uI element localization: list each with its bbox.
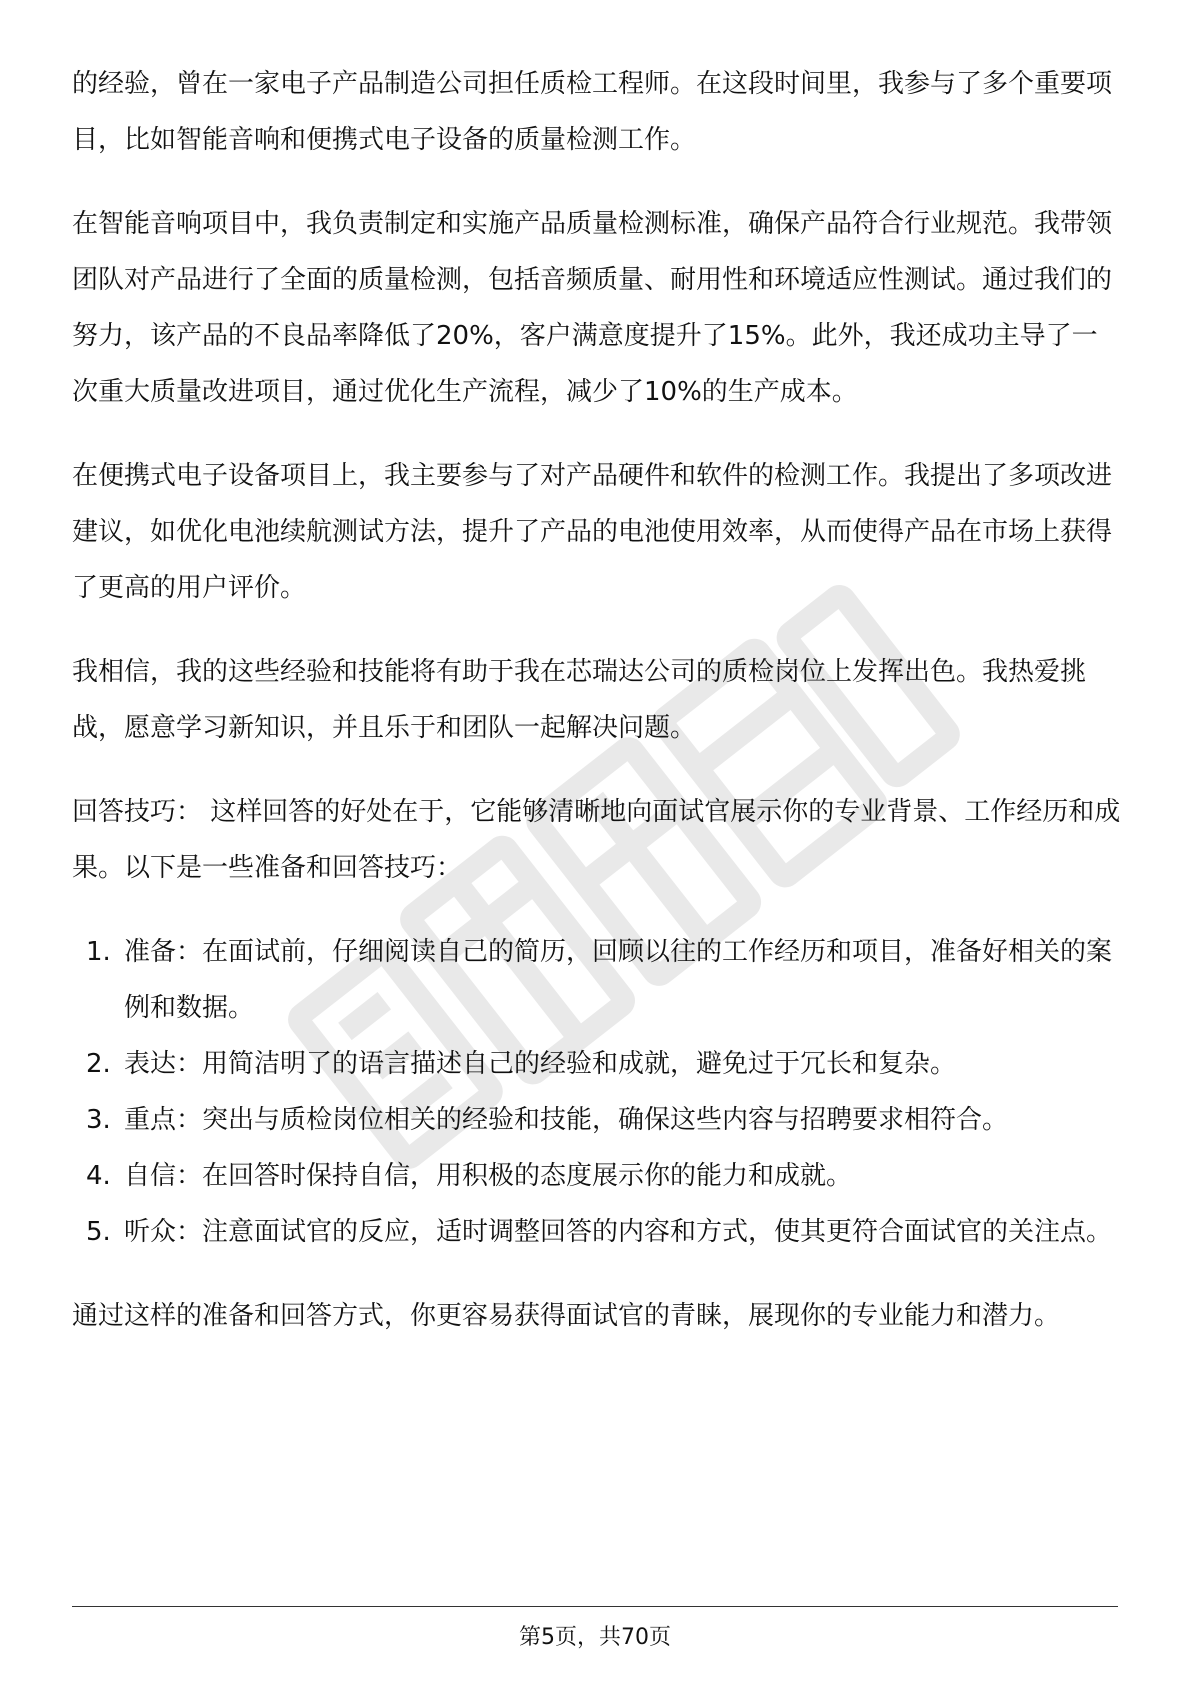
paragraph-confidence-statement: 我相信，我的这些经验和技能将有助于我在芯瑞达公司的质检岗位上发挥出色。我热爱挑战，愿意学习新知识，并且乐于和团队一起解决问题。: [72, 657, 1087, 743]
paragraph-smart-speaker-project: 在智能音响项目中，我负责制定和实施产品质量检测标准，确保产品符合行业规范。我带领团队对产品进行了全面的质量检测，包括音频质量、耐用性和环境适应性测试。通过我们的努力，该产品的不良品率降低了20%，客户满意度提升了15%。此外，我还成功主导了一次重大质量改进项目，通过优化生产流程，减少了10%的生产成本。: [72, 209, 1113, 407]
list-item-number: 1.: [86, 937, 111, 967]
list-item-text: 听众：注意面试官的反应，适时调整回答的内容和方式，使其更符合面试官的关注点。: [124, 1217, 1113, 1247]
list-item-number: 2.: [86, 1049, 111, 1079]
page-number-label: 第5页，共70页: [519, 1625, 671, 1650]
paragraph-experience-intro: 的经验，曾在一家电子产品制造公司担任质检工程师。在这段时间里，我参与了多个重要项目，比如智能音响和便携式电子设备的质量检测工作。: [72, 69, 1113, 155]
list-item: [72, 1036, 1122, 1092]
paragraph-portable-device-project: 在便携式电子设备项目上，我主要参与了对产品硬件和软件的检测工作。我提出了多项改进建议，如优化电池续航测试方法，提升了产品的电池使用效率，从而使得产品在市场上获得了更高的用户评价。: [72, 461, 1113, 603]
list-item-text: 准备：在面试前，仔细阅读自己的简历，回顾以往的工作经历和项目，准备好相关的案例和数据。: [124, 937, 1113, 1023]
page-body: [72, 40, 1122, 1372]
list-item-number: 3.: [86, 1105, 111, 1135]
list-item: [72, 1148, 1122, 1204]
paragraph-closing: 通过这样的准备和回答方式，你更容易获得面试官的青睐，展现你的专业能力和潜力。: [72, 1301, 1061, 1331]
list-item: [72, 924, 1122, 1036]
list-item-text: 自信：在回答时保持自信，用积极的态度展示你的能力和成就。: [124, 1161, 853, 1191]
list-item-text: 重点：突出与质检岗位相关的经验和技能，确保这些内容与招聘要求相符合。: [124, 1105, 1009, 1135]
list-item-number: 5.: [86, 1217, 111, 1247]
list-item: [72, 1204, 1122, 1260]
list-item: [72, 1092, 1122, 1148]
paragraph-answer-tips-intro: 回答技巧： 这样回答的好处在于，它能够清晰地向面试官展示你的专业背景、工作经历和成果。以下是一些准备和回答技巧：: [72, 797, 1121, 883]
answer-tips-list: [72, 924, 1122, 1260]
list-item-text: 表达：用简洁明了的语言描述自己的经验和成就，避免过于冗长和复杂。: [124, 1049, 957, 1079]
list-item-number: 4.: [86, 1161, 111, 1191]
footer-divider: [72, 1606, 1118, 1607]
